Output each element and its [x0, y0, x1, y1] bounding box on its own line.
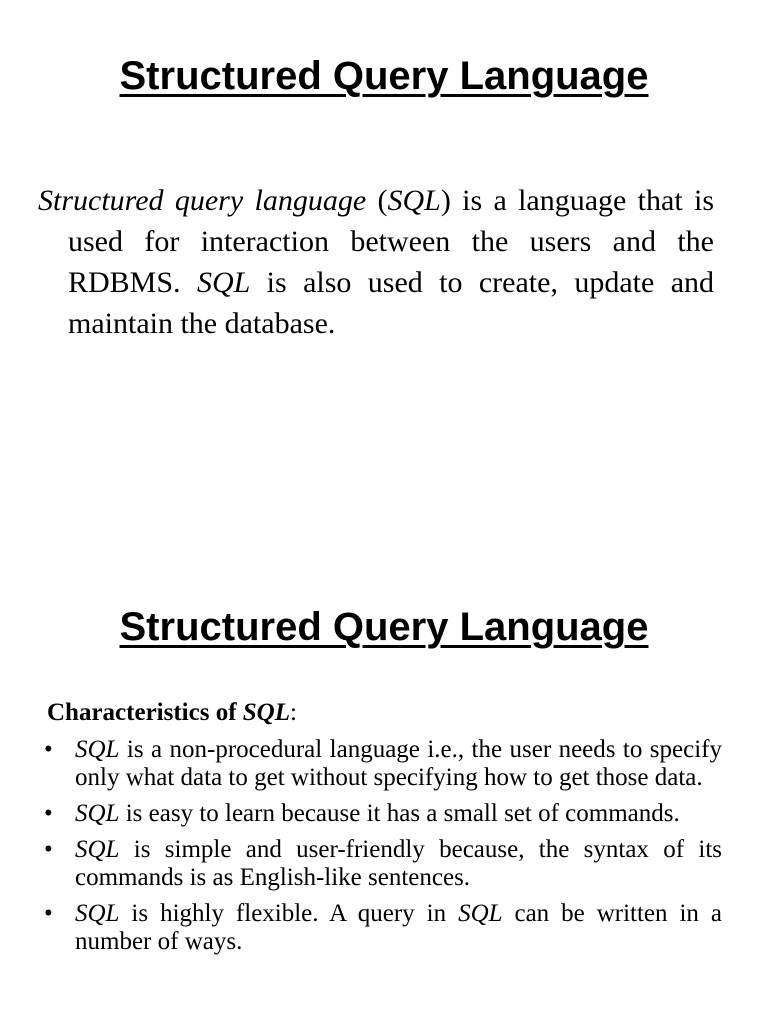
abbr-sql: SQL — [75, 800, 120, 827]
paren-open: ( — [366, 184, 388, 217]
heading-suffix: : — [290, 699, 297, 726]
list-item — [44, 800, 722, 828]
paragraph-text-2: is also used to create, update and maintain the database. — [68, 266, 715, 340]
abbr-sql: SQL — [75, 900, 120, 927]
slide-2-title: Structured Query Language — [119, 605, 649, 649]
abbr-sql-2: SQL — [458, 900, 503, 927]
list-item — [44, 736, 722, 792]
bullet-icon: • — [44, 900, 53, 927]
abbr-sql: SQL — [75, 836, 120, 863]
paragraph-text-1: ) is a language that is used for interaction between the users and the RDBMS. — [68, 184, 714, 299]
heading-prefix: Characteristics of — [47, 699, 243, 726]
abbr-sql: SQL — [75, 736, 120, 763]
list-item-text: is a non-procedural language i.e., the user needs to specify only what data to get without specifying how to get those data. — [75, 736, 722, 791]
slide-1-paragraph — [38, 180, 714, 344]
bullet-icon: • — [44, 736, 53, 763]
characteristics-heading — [47, 698, 297, 728]
list-item-text-2: can be written in a number of ways. — [75, 900, 722, 955]
slide-1-title: Structured Query Language — [119, 54, 649, 98]
list-item — [44, 836, 722, 892]
slide-2 — [0, 512, 768, 1024]
list-item-text: is highly flexible. A query in — [119, 900, 459, 927]
term-structured-query-language: Structured query language — [38, 184, 367, 217]
bullet-icon: • — [44, 836, 53, 863]
characteristics-list — [44, 736, 722, 964]
bullet-icon: • — [44, 800, 53, 827]
list-item-text: is simple and user-friendly because, the syntax of its commands is as English-like sentences. — [75, 836, 722, 891]
abbr-sql: SQL — [387, 184, 441, 217]
list-item — [44, 900, 722, 956]
heading-abbr: SQL — [242, 699, 290, 726]
list-item-text: is easy to learn because it has a small set of commands. — [119, 800, 680, 827]
abbr-sql-2: SQL — [196, 266, 251, 299]
